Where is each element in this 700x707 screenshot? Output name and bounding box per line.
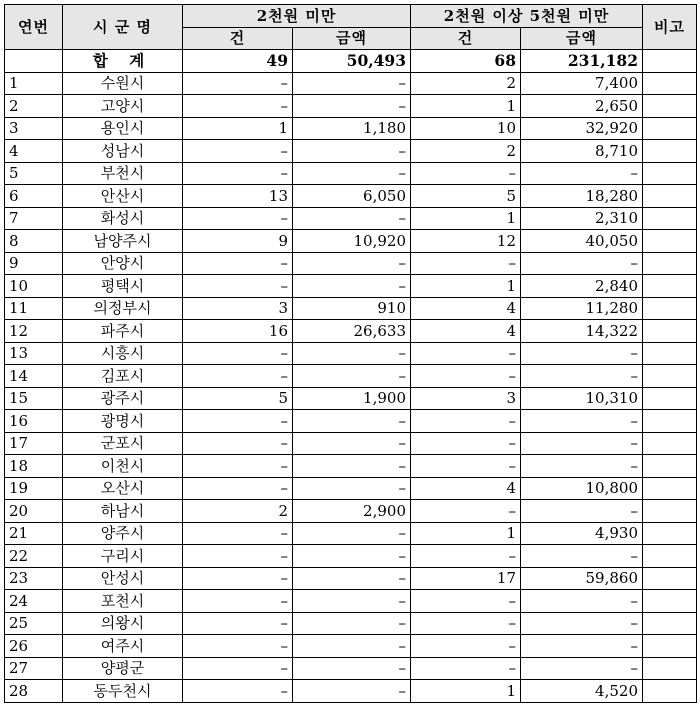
cell-g1-amount: – — [293, 275, 411, 298]
cell-no: 8 — [5, 230, 63, 253]
cell-g2-count: – — [411, 635, 521, 658]
cell-g1-amount: 6,050 — [293, 185, 411, 208]
cell-g2-amount: 8,710 — [521, 140, 643, 163]
cell-g1-count: – — [183, 162, 293, 185]
cell-g1-amount: – — [293, 657, 411, 680]
cell-city: 의정부시 — [63, 297, 183, 320]
cell-city: 용인시 — [63, 117, 183, 140]
cell-g2-amount: 40,050 — [521, 230, 643, 253]
cell-g1-amount: – — [293, 207, 411, 230]
cell-remarks — [643, 410, 697, 433]
cell-g2-amount: – — [521, 252, 643, 275]
cell-g2-amount: – — [521, 635, 643, 658]
table-row — [5, 635, 697, 658]
table-row — [5, 140, 697, 163]
cell-city: 안성시 — [63, 567, 183, 590]
cell-g1-amount: 2,900 — [293, 500, 411, 523]
cell-remarks — [643, 590, 697, 613]
cell-city: 양주시 — [63, 522, 183, 545]
cell-city: 광주시 — [63, 387, 183, 410]
cell-g2-count: – — [411, 590, 521, 613]
cell-remarks — [643, 342, 697, 365]
cell-g1-count: 2 — [183, 500, 293, 523]
cell-remarks — [643, 207, 697, 230]
cell-g2-amount: 2,840 — [521, 275, 643, 298]
cell-remarks — [643, 387, 697, 410]
cell-g2-amount: – — [521, 410, 643, 433]
cell-g2-amount: – — [521, 500, 643, 523]
cell-g2-count: 1 — [411, 275, 521, 298]
cell-no: 11 — [5, 297, 63, 320]
table-row — [5, 252, 697, 275]
cell-g1-count: – — [183, 680, 293, 703]
cell-g2-count: 2 — [411, 72, 521, 95]
cell-no: 16 — [5, 410, 63, 433]
header-city: 시 군 명 — [63, 5, 183, 50]
cell-g2-count: 17 — [411, 567, 521, 590]
cell-g1-amount: – — [293, 567, 411, 590]
header-row-1 — [5, 5, 697, 28]
cell-city: 오산시 — [63, 477, 183, 500]
cell-g2-count: 10 — [411, 117, 521, 140]
cell-city: 포천시 — [63, 590, 183, 613]
table-row — [5, 275, 697, 298]
cell-no: 10 — [5, 275, 63, 298]
cell-no: 20 — [5, 500, 63, 523]
cell-g2-count: – — [411, 657, 521, 680]
cell-g2-amount: 10,800 — [521, 477, 643, 500]
cell-remarks — [643, 185, 697, 208]
cell-no: 25 — [5, 612, 63, 635]
cell-city: 안양시 — [63, 252, 183, 275]
cell-city: 화성시 — [63, 207, 183, 230]
cell-g2-amount: 10,310 — [521, 387, 643, 410]
cell-g1-amount: – — [293, 140, 411, 163]
cell-g2-count: – — [411, 500, 521, 523]
cell-g1-count: – — [183, 275, 293, 298]
cell-g2-count: – — [411, 545, 521, 568]
cell-g2-count: – — [411, 410, 521, 433]
cell-city: 남양주시 — [63, 230, 183, 253]
cell-g1-count: – — [183, 342, 293, 365]
cell-g2-amount: 2,650 — [521, 95, 643, 118]
cell-g2-amount: 2,310 — [521, 207, 643, 230]
table-row — [5, 545, 697, 568]
cell-city: 동두천시 — [63, 680, 183, 703]
cell-city: 의왕시 — [63, 612, 183, 635]
data-table — [4, 4, 697, 703]
table-row — [5, 117, 697, 140]
cell-g1-amount: 910 — [293, 297, 411, 320]
total-g2-amount: 231,182 — [521, 50, 643, 73]
cell-g2-count: 3 — [411, 387, 521, 410]
table-row — [5, 432, 697, 455]
cell-g1-count: – — [183, 657, 293, 680]
cell-g2-amount: – — [521, 342, 643, 365]
cell-g1-count: – — [183, 522, 293, 545]
total-no-cell — [5, 50, 63, 73]
cell-g1-count: – — [183, 72, 293, 95]
cell-no: 28 — [5, 680, 63, 703]
cell-g1-count: – — [183, 545, 293, 568]
cell-g1-amount: 1,180 — [293, 117, 411, 140]
cell-city: 군포시 — [63, 432, 183, 455]
cell-g1-count: – — [183, 567, 293, 590]
cell-city: 부천시 — [63, 162, 183, 185]
cell-remarks — [643, 140, 697, 163]
cell-no: 2 — [5, 95, 63, 118]
cell-g2-count: 4 — [411, 477, 521, 500]
cell-remarks — [643, 657, 697, 680]
cell-no: 13 — [5, 342, 63, 365]
cell-g2-count: 1 — [411, 680, 521, 703]
cell-city: 안산시 — [63, 185, 183, 208]
table-row — [5, 500, 697, 523]
cell-g2-count: – — [411, 342, 521, 365]
cell-no: 1 — [5, 72, 63, 95]
cell-g1-count: 3 — [183, 297, 293, 320]
cell-remarks — [643, 455, 697, 478]
cell-city: 고양시 — [63, 95, 183, 118]
cell-g2-count: – — [411, 365, 521, 388]
total-g2-count: 68 — [411, 50, 521, 73]
cell-g2-amount: 4,930 — [521, 522, 643, 545]
cell-g1-amount: – — [293, 635, 411, 658]
cell-g2-count: 4 — [411, 297, 521, 320]
cell-g1-amount: – — [293, 680, 411, 703]
cell-g1-count: – — [183, 455, 293, 478]
cell-no: 24 — [5, 590, 63, 613]
cell-g1-count: – — [183, 477, 293, 500]
cell-g1-amount: – — [293, 162, 411, 185]
table-row — [5, 612, 697, 635]
cell-g1-count: – — [183, 95, 293, 118]
cell-remarks — [643, 95, 697, 118]
cell-g2-amount: 7,400 — [521, 72, 643, 95]
table-row — [5, 230, 697, 253]
cell-g1-amount: – — [293, 365, 411, 388]
table-row — [5, 567, 697, 590]
cell-g1-amount: – — [293, 252, 411, 275]
cell-g2-amount: 18,280 — [521, 185, 643, 208]
total-label: 합 계 — [63, 50, 183, 73]
cell-no: 17 — [5, 432, 63, 455]
cell-g2-count: 1 — [411, 522, 521, 545]
table-row — [5, 522, 697, 545]
cell-g1-count: 1 — [183, 117, 293, 140]
header-group-2000-5000: 2천원 이상 5천원 미만 — [411, 5, 643, 28]
cell-g1-count: – — [183, 590, 293, 613]
cell-no: 12 — [5, 320, 63, 343]
cell-g2-amount: – — [521, 432, 643, 455]
cell-city: 여주시 — [63, 635, 183, 658]
table-row — [5, 590, 697, 613]
cell-g1-count: – — [183, 410, 293, 433]
cell-city: 파주시 — [63, 320, 183, 343]
cell-g2-count: 12 — [411, 230, 521, 253]
cell-remarks — [643, 252, 697, 275]
cell-city: 하남시 — [63, 500, 183, 523]
table-row — [5, 477, 697, 500]
header-g1-amount: 금액 — [293, 27, 411, 50]
cell-remarks — [643, 635, 697, 658]
cell-g2-amount: – — [521, 657, 643, 680]
cell-g2-amount: 11,280 — [521, 297, 643, 320]
cell-g2-count: – — [411, 612, 521, 635]
cell-g2-amount: 32,920 — [521, 117, 643, 140]
table-row — [5, 342, 697, 365]
table-row — [5, 72, 697, 95]
cell-g1-count: 16 — [183, 320, 293, 343]
cell-remarks — [643, 162, 697, 185]
cell-g2-count: – — [411, 252, 521, 275]
cell-no: 21 — [5, 522, 63, 545]
cell-g1-amount: – — [293, 590, 411, 613]
cell-g1-amount: – — [293, 522, 411, 545]
cell-g1-count: – — [183, 365, 293, 388]
cell-g1-amount: 26,633 — [293, 320, 411, 343]
cell-g1-amount: – — [293, 545, 411, 568]
cell-g2-count: 1 — [411, 207, 521, 230]
cell-g2-amount: – — [521, 612, 643, 635]
cell-g2-amount: – — [521, 590, 643, 613]
cell-remarks — [643, 320, 697, 343]
table-row — [5, 657, 697, 680]
cell-g1-amount: – — [293, 410, 411, 433]
total-g1-amount: 50,493 — [293, 50, 411, 73]
cell-g2-count: – — [411, 455, 521, 478]
cell-g1-count: – — [183, 612, 293, 635]
cell-g2-count: 5 — [411, 185, 521, 208]
total-remarks — [643, 50, 697, 73]
cell-city: 수원시 — [63, 72, 183, 95]
header-g2-amount: 금액 — [521, 27, 643, 50]
table-row — [5, 680, 697, 703]
cell-remarks — [643, 567, 697, 590]
table-row — [5, 207, 697, 230]
table-row — [5, 455, 697, 478]
cell-no: 9 — [5, 252, 63, 275]
table-row — [5, 410, 697, 433]
cell-g1-amount: – — [293, 432, 411, 455]
cell-g2-count: 2 — [411, 140, 521, 163]
cell-g2-amount: 59,860 — [521, 567, 643, 590]
cell-g1-amount: – — [293, 72, 411, 95]
cell-g2-count: 4 — [411, 320, 521, 343]
table-row — [5, 185, 697, 208]
cell-remarks — [643, 365, 697, 388]
cell-g1-count: 13 — [183, 185, 293, 208]
cell-no: 5 — [5, 162, 63, 185]
cell-no: 6 — [5, 185, 63, 208]
cell-remarks — [643, 230, 697, 253]
cell-city: 성남시 — [63, 140, 183, 163]
cell-g1-count: – — [183, 252, 293, 275]
cell-city: 광명시 — [63, 410, 183, 433]
header-no: 연번 — [5, 5, 63, 50]
total-row — [5, 50, 697, 73]
cell-no: 15 — [5, 387, 63, 410]
cell-g1-count: 9 — [183, 230, 293, 253]
cell-city: 시흥시 — [63, 342, 183, 365]
header-g2-count: 건 — [411, 27, 521, 50]
cell-no: 7 — [5, 207, 63, 230]
cell-g2-count: – — [411, 162, 521, 185]
cell-g1-amount: 1,900 — [293, 387, 411, 410]
cell-city: 구리시 — [63, 545, 183, 568]
cell-g2-count: – — [411, 432, 521, 455]
cell-remarks — [643, 477, 697, 500]
cell-remarks — [643, 275, 697, 298]
cell-g1-count: 5 — [183, 387, 293, 410]
cell-remarks — [643, 500, 697, 523]
cell-g1-count: – — [183, 207, 293, 230]
header-group-under-2000: 2천원 미만 — [183, 5, 411, 28]
table-row — [5, 95, 697, 118]
cell-remarks — [643, 545, 697, 568]
cell-g2-amount: 4,520 — [521, 680, 643, 703]
header-remarks: 비고 — [643, 5, 697, 50]
cell-city: 평택시 — [63, 275, 183, 298]
cell-city: 김포시 — [63, 365, 183, 388]
cell-g1-amount: 10,920 — [293, 230, 411, 253]
table-row — [5, 387, 697, 410]
cell-g2-count: 1 — [411, 95, 521, 118]
cell-remarks — [643, 432, 697, 455]
cell-no: 18 — [5, 455, 63, 478]
cell-g2-amount: – — [521, 455, 643, 478]
cell-remarks — [643, 522, 697, 545]
cell-no: 4 — [5, 140, 63, 163]
cell-g1-amount: – — [293, 477, 411, 500]
table-row — [5, 320, 697, 343]
cell-no: 3 — [5, 117, 63, 140]
table-row — [5, 162, 697, 185]
cell-city: 양평군 — [63, 657, 183, 680]
cell-g1-count: – — [183, 140, 293, 163]
total-g1-count: 49 — [183, 50, 293, 73]
cell-g1-amount: – — [293, 455, 411, 478]
cell-remarks — [643, 297, 697, 320]
cell-remarks — [643, 72, 697, 95]
cell-g1-amount: – — [293, 612, 411, 635]
cell-remarks — [643, 680, 697, 703]
cell-g2-amount: – — [521, 365, 643, 388]
cell-g1-amount: – — [293, 342, 411, 365]
header-g1-count: 건 — [183, 27, 293, 50]
cell-remarks — [643, 117, 697, 140]
table-row — [5, 297, 697, 320]
table-row — [5, 365, 697, 388]
cell-no: 26 — [5, 635, 63, 658]
cell-g1-amount: – — [293, 95, 411, 118]
cell-remarks — [643, 612, 697, 635]
cell-g2-amount: – — [521, 545, 643, 568]
cell-g2-amount: – — [521, 162, 643, 185]
cell-city: 이천시 — [63, 455, 183, 478]
cell-no: 27 — [5, 657, 63, 680]
cell-no: 22 — [5, 545, 63, 568]
cell-g2-amount: 14,322 — [521, 320, 643, 343]
cell-g1-count: – — [183, 635, 293, 658]
cell-no: 23 — [5, 567, 63, 590]
cell-no: 14 — [5, 365, 63, 388]
cell-no: 19 — [5, 477, 63, 500]
cell-g1-count: – — [183, 432, 293, 455]
